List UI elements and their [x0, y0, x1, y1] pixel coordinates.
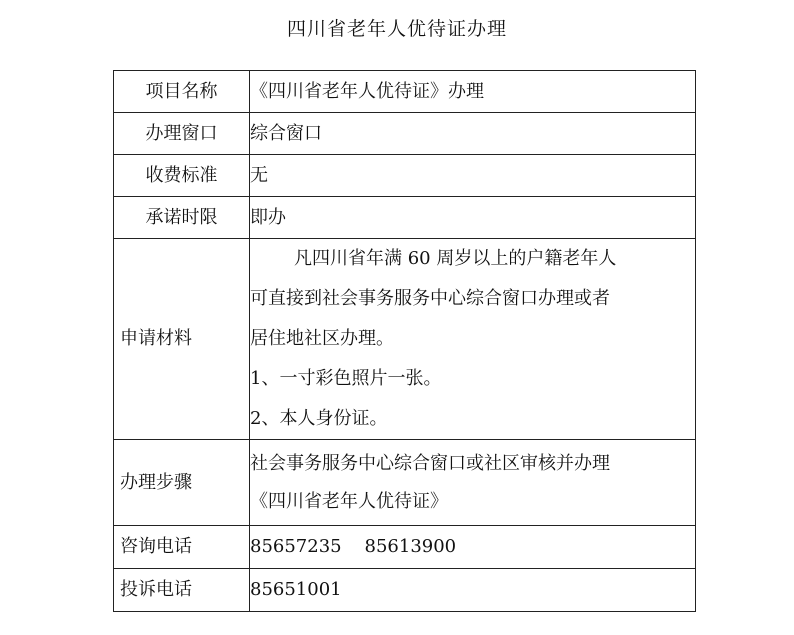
row-label-time-limit: 承诺时限: [114, 197, 250, 239]
row-label-application-materials: 申请材料: [114, 239, 250, 440]
row-label-inquiry-phone: 咨询电话: [114, 526, 250, 569]
table-row-fee-standard: [114, 155, 696, 197]
row-value-procedure-steps: [250, 440, 696, 526]
info-table: [113, 70, 696, 612]
materials-line: 居住地社区办理。: [250, 328, 394, 349]
row-value-inquiry-phone: 85657235 85613900: [250, 526, 696, 569]
table-row-time-limit: [114, 197, 696, 239]
row-value-time-limit: 即办: [250, 197, 696, 239]
row-value-project-name: 《四川省老年人优待证》办理: [250, 71, 696, 113]
row-label-fee-standard: 收费标准: [114, 155, 250, 197]
row-label-project-name: 项目名称: [114, 71, 250, 113]
table-row-complaint-phone: [114, 569, 696, 612]
table-row-procedure-steps: [114, 440, 696, 526]
document-title: 四川省老年人优待证办理: [286, 18, 507, 40]
row-value-complaint-phone: 85651001: [250, 569, 696, 612]
steps-line: 社会事务服务中心综合窗口或社区审核并办理: [250, 452, 610, 474]
row-value-service-window: 综合窗口: [250, 113, 696, 155]
row-label-complaint-phone: 投诉电话: [114, 569, 250, 612]
materials-line: 2、本人身份证。: [250, 408, 388, 429]
row-value-fee-standard: 无: [250, 155, 696, 197]
table-row-project-name: [114, 71, 696, 113]
row-value-application-materials: [250, 239, 696, 440]
table-row-application-materials: [114, 239, 696, 440]
table-row-inquiry-phone: [114, 526, 696, 569]
steps-line: 《四川省老年人优待证》: [250, 490, 448, 512]
row-label-procedure-steps: 办理步骤: [114, 440, 250, 526]
materials-line: 1、一寸彩色照片一张。: [250, 368, 442, 389]
materials-line: 可直接到社会事务服务中心综合窗口办理或者: [250, 288, 610, 309]
row-label-service-window: 办理窗口: [114, 113, 250, 155]
materials-line: 凡四川省年满 60 周岁以上的户籍老年人: [294, 248, 617, 269]
table-row-service-window: [114, 113, 696, 155]
